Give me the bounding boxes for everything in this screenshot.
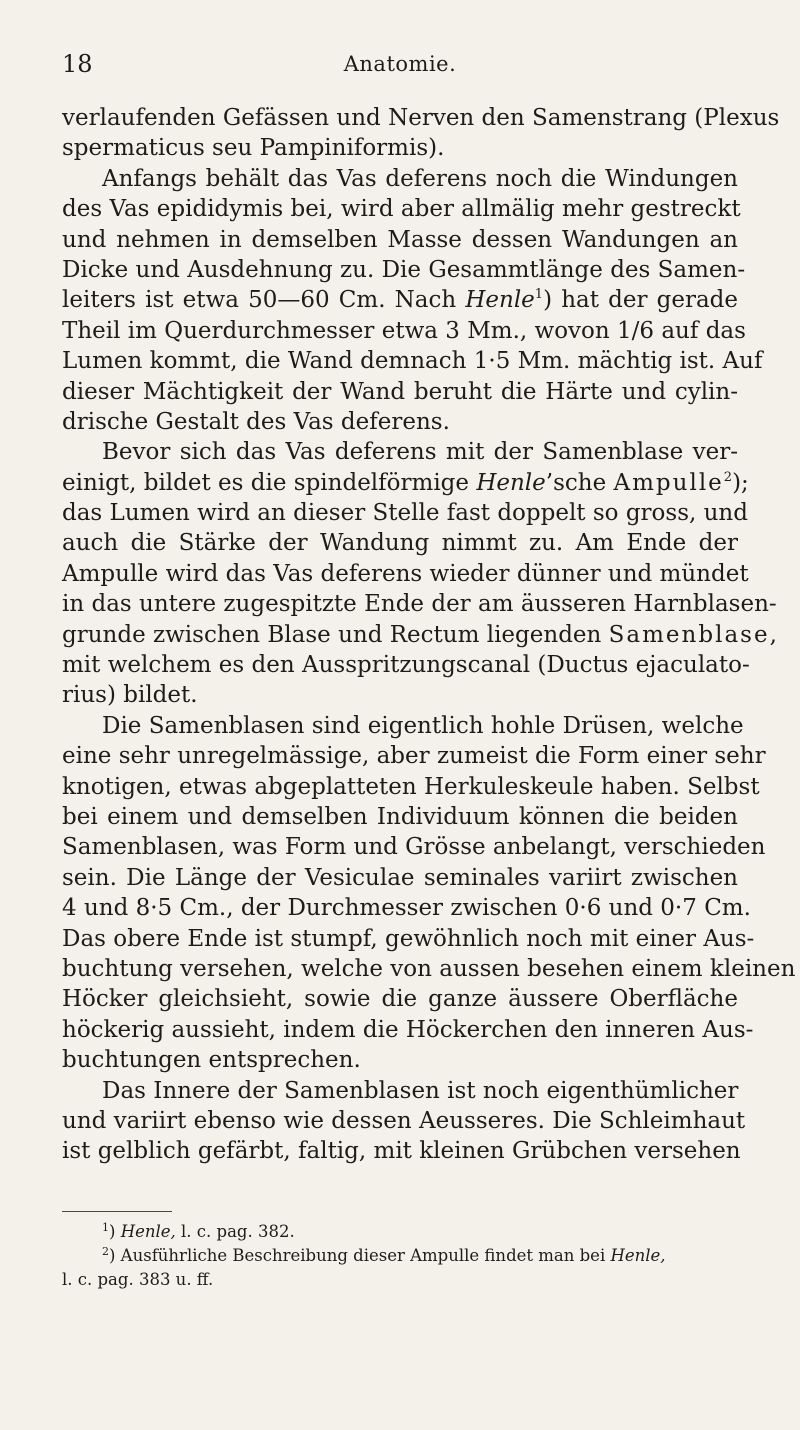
- text-line: eine sehr unregelmässige, aber zumeist die Form einer sehr: [62, 743, 766, 770]
- text-line: 4 und 8·5 Cm., der Durchmesser zwischen 0·6 und 0·7 Cm.: [62, 895, 751, 922]
- text-line: bei einem und demselben Individuum können die beiden: [62, 803, 738, 830]
- text-span: leiters ist etwa 50—60 Cm. Nach: [62, 287, 466, 314]
- text-line: drische Gestalt des Vas deferens.: [62, 408, 450, 435]
- page-header: [62, 50, 738, 80]
- text-line: spermaticus seu Pampiniformis).: [62, 135, 445, 162]
- spaced-term: Samenblase: [608, 621, 770, 648]
- text-span: );: [732, 469, 749, 496]
- text-line: mit welchem es den Ausspritzungscanal (Ductus ejaculato-: [62, 652, 750, 679]
- text-line: [62, 468, 749, 498]
- paragraph-start: Die Samenblasen sind eigentlich hohle Drüsen, welche: [102, 712, 744, 739]
- footnote-mark: 2: [102, 1245, 109, 1258]
- text-line: knotigen, etwas abgeplatteten Herkuleskeule haben. Selbst: [62, 773, 760, 800]
- text-line: in das untere zugespitzte Ende der am äusseren Harnblasen-: [62, 591, 777, 618]
- paragraph-start: Anfangs behält das Vas deferens noch die Windungen: [102, 165, 738, 192]
- running-title: Anatomie.: [343, 52, 457, 76]
- text-span: ) Ausführliche Beschreibung dieser Ampulle findet man bei: [109, 1246, 611, 1265]
- footnote-2: [62, 1244, 738, 1268]
- text-span: Theil im Querdurchmesser etwa 3 Mm., wovon: [62, 317, 618, 344]
- author-name: Henle: [476, 469, 546, 496]
- text-line: des Vas epididymis bei, wird aber allmälig mehr gestreckt: [62, 196, 741, 223]
- text-span: ) hat der gerade: [543, 287, 738, 314]
- fraction: 1/6: [617, 317, 655, 344]
- text-line: buchtungen entsprechen.: [62, 1047, 361, 1074]
- footnote-1: [62, 1220, 738, 1244]
- text-line: Ampulle wird das Vas deferens wieder dünner und mündet: [62, 560, 749, 587]
- text-line: sein. Die Länge der Vesiculae seminales variirt zwischen: [62, 864, 738, 891]
- text-span: ’sche: [545, 469, 614, 496]
- text-span: l. c. pag. 382.: [175, 1222, 295, 1241]
- text-line: dieser Mächtigkeit der Wand beruht die Härte und cylin-: [62, 378, 738, 405]
- paragraph-start: Bevor sich das Vas deferens mit der Samenblase ver-: [102, 439, 738, 466]
- text-line: buchtung versehen, welche von aussen besehen einem kleinen: [62, 955, 796, 982]
- text-line: und nehmen in demselben Masse dessen Wandungen an: [62, 226, 738, 253]
- text-line: Samenblasen, was Form und Grösse anbelangt, verschieden: [62, 834, 766, 861]
- text-line: [62, 316, 746, 346]
- author-name: Henle,: [120, 1222, 176, 1241]
- body-text: [62, 103, 796, 1167]
- text-line: [62, 620, 777, 650]
- footnotes: [62, 1220, 738, 1292]
- text-line: verlaufenden Gefässen und Nerven den Samenstrang (Plexus: [62, 105, 780, 131]
- page-number: 18: [62, 50, 93, 78]
- text-line: Höcker gleichsieht, sowie die ganze äussere Oberfläche: [62, 986, 738, 1013]
- footnote-mark: 1: [102, 1221, 109, 1234]
- text-span: grunde zwischen Blase und Rectum liegenden: [62, 621, 609, 648]
- footnote-divider: [62, 1211, 172, 1212]
- text-span: ): [109, 1222, 121, 1241]
- footnote-ref: 2: [723, 469, 733, 485]
- footnote-2-continued: l. c. pag. 383 u. ff.: [62, 1270, 214, 1289]
- text-line: [62, 285, 738, 315]
- paragraph-start: Das Innere der Samenblasen ist noch eigenthümlicher: [102, 1077, 739, 1104]
- text-span: ,: [769, 621, 777, 648]
- author-name: Henle: [465, 287, 535, 314]
- text-line: höckerig aussieht, indem die Höckerchen den inneren Aus-: [62, 1016, 754, 1043]
- text-line: das Lumen wird an dieser Stelle fast doppelt so gross, und: [62, 500, 748, 527]
- text-line: Lumen kommt, die Wand demnach 1·5 Mm. mächtig ist. Auf: [62, 348, 763, 375]
- text-line: ist gelblich gefärbt, faltig, mit kleinen Grübchen versehen: [62, 1138, 741, 1165]
- text-line: rius) bildet.: [62, 682, 198, 709]
- text-line: Dicke und Ausdehnung zu. Die Gesammtlänge des Samen-: [62, 256, 746, 283]
- text-line: auch die Stärke der Wandung nimmt zu. Am Ende der: [62, 530, 738, 557]
- author-name: Henle,: [610, 1246, 666, 1265]
- footnote-ref: 1: [534, 287, 544, 303]
- text-span: einigt, bildet es die spindelförmige: [62, 469, 477, 496]
- text-line: und variirt ebenso wie dessen Aeusseres. Die Schleimhaut: [62, 1107, 746, 1134]
- text-span: auf das: [654, 317, 746, 344]
- spaced-term: Ampulle: [613, 469, 724, 496]
- text-line: Das obere Ende ist stumpf, gewöhnlich noch mit einer Aus-: [62, 925, 755, 952]
